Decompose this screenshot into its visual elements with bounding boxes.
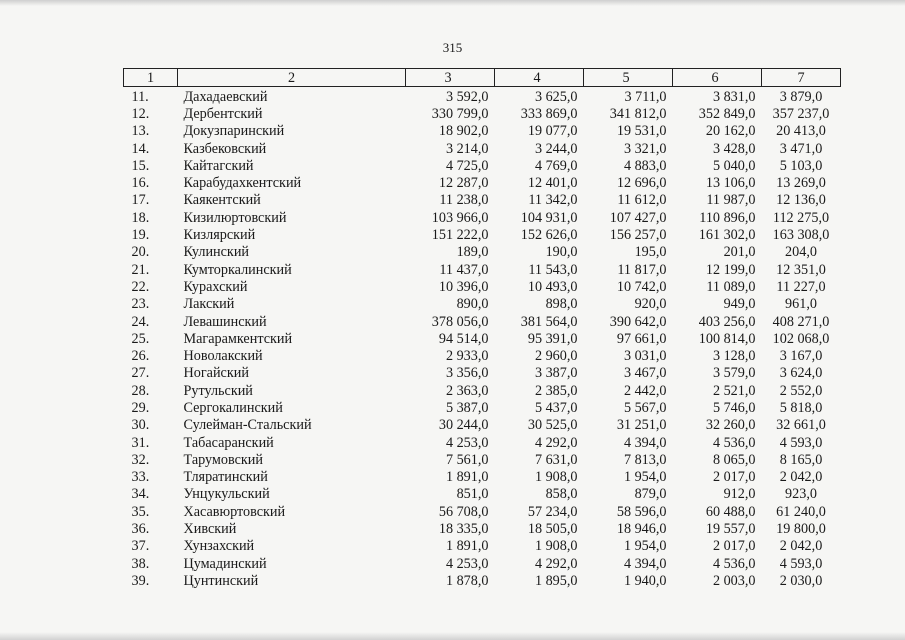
value-col-5: 97 661,0	[616, 330, 667, 347]
district-name: Сулейман-Стальский	[183, 417, 312, 434]
value-col-4: 5 437,0	[534, 399, 578, 416]
value-col-6: 4 536,0	[712, 555, 756, 572]
value-col-4: 4 292,0	[534, 434, 578, 451]
value-col-7: 5 818,0	[779, 399, 823, 416]
table-row	[124, 486, 841, 503]
value-col-3: 12 287,0	[438, 175, 489, 192]
value-col-5: 879,0	[634, 486, 667, 503]
row-number: 33.	[131, 469, 150, 486]
value-col-5: 2 442,0	[623, 382, 667, 399]
value-col-3: 1 891,0	[445, 538, 489, 555]
value-col-5: 341 812,0	[609, 105, 667, 122]
table-row	[124, 174, 841, 191]
value-col-5: 920,0	[634, 296, 667, 313]
value-col-3: 1 878,0	[445, 572, 489, 589]
value-col-7: 204,0	[785, 244, 817, 261]
row-number: 18.	[131, 209, 150, 226]
value-col-3: 18 902,0	[438, 123, 489, 140]
row-number: 39.	[131, 572, 150, 589]
district-name: Новолакский	[183, 348, 263, 365]
value-col-6: 100 814,0	[698, 330, 756, 347]
value-col-4: 18 505,0	[527, 521, 578, 538]
value-col-6: 352 849,0	[698, 105, 756, 122]
value-col-7: 13 269,0	[776, 175, 826, 192]
table-row	[124, 87, 841, 106]
value-col-6: 20 162,0	[705, 123, 756, 140]
table-row	[124, 296, 841, 313]
value-col-4: 898,0	[545, 296, 578, 313]
row-number: 29.	[131, 399, 150, 416]
value-col-4: 1 908,0	[534, 538, 578, 555]
district-name: Цунтинский	[183, 572, 259, 589]
value-col-4: 3 244,0	[534, 140, 578, 157]
value-col-5: 5 567,0	[623, 399, 667, 416]
table-row	[124, 278, 841, 295]
value-col-4: 858,0	[545, 486, 578, 503]
value-col-7: 12 136,0	[776, 192, 826, 209]
value-col-7: 2 042,0	[779, 469, 823, 486]
row-number: 36.	[131, 521, 150, 538]
value-col-6: 201,0	[723, 244, 756, 261]
row-number: 14.	[131, 140, 150, 157]
value-col-6: 161 302,0	[698, 227, 756, 244]
table-body	[124, 87, 841, 590]
value-col-3: 330 799,0	[431, 105, 489, 122]
row-number: 37.	[131, 538, 150, 555]
row-number: 21.	[131, 261, 150, 278]
value-col-4: 4 292,0	[534, 555, 578, 572]
value-col-4: 10 493,0	[527, 278, 578, 295]
column-header: 5	[584, 69, 673, 87]
value-col-5: 58 596,0	[616, 503, 667, 520]
value-col-3: 851,0	[456, 486, 489, 503]
district-name: Левашинский	[183, 313, 267, 330]
value-col-5: 7 813,0	[623, 451, 667, 468]
value-col-6: 949,0	[723, 296, 756, 313]
value-col-5: 1 940,0	[623, 572, 667, 589]
value-col-3: 378 056,0	[431, 313, 489, 330]
value-col-5: 12 696,0	[616, 175, 667, 192]
value-col-7: 3 471,0	[779, 140, 823, 157]
value-col-6: 2 017,0	[712, 469, 756, 486]
district-name: Кумторкалинский	[183, 261, 292, 278]
value-col-7: 32 661,0	[776, 417, 826, 434]
table-row	[124, 538, 841, 555]
column-header: 7	[762, 69, 841, 87]
row-number: 15.	[131, 157, 150, 174]
value-col-4: 152 626,0	[520, 227, 578, 244]
district-name: Магарамкентский	[183, 330, 293, 347]
row-number: 25.	[131, 330, 150, 347]
table-row	[124, 469, 841, 486]
value-col-5: 3 467,0	[623, 365, 667, 382]
value-col-3: 7 561,0	[445, 451, 489, 468]
value-col-4: 2 385,0	[534, 382, 578, 399]
value-col-6: 12 199,0	[705, 261, 756, 278]
column-header: 6	[673, 69, 762, 87]
value-col-5: 31 251,0	[616, 417, 667, 434]
value-col-4: 3 387,0	[534, 365, 578, 382]
value-col-4: 190,0	[545, 244, 578, 261]
value-col-7: 2 552,0	[779, 382, 823, 399]
value-col-6: 11 987,0	[706, 192, 756, 209]
scan-top-edge	[0, 0, 905, 6]
value-col-5: 4 394,0	[623, 434, 667, 451]
value-col-3: 30 244,0	[438, 417, 489, 434]
table-row	[124, 503, 841, 520]
value-col-3: 890,0	[456, 296, 489, 313]
value-col-6: 3 831,0	[712, 88, 756, 105]
table-row	[124, 451, 841, 468]
value-col-4: 57 234,0	[527, 503, 578, 520]
district-name: Кулинский	[183, 244, 250, 261]
column-header: 4	[495, 69, 584, 87]
value-col-7: 4 593,0	[779, 555, 823, 572]
value-col-5: 4 394,0	[623, 555, 667, 572]
district-name: Казбековский	[183, 140, 267, 157]
value-col-4: 12 401,0	[527, 175, 578, 192]
district-name: Тляратинский	[183, 469, 268, 486]
row-number: 27.	[131, 365, 150, 382]
column-header: 3	[406, 69, 495, 87]
value-col-5: 390 642,0	[609, 313, 667, 330]
value-col-6: 60 488,0	[705, 503, 756, 520]
table-row	[124, 140, 841, 157]
value-col-5: 3 711,0	[624, 88, 667, 105]
row-number: 20.	[131, 244, 150, 261]
table-row	[124, 520, 841, 537]
district-name: Рутульский	[183, 382, 253, 399]
value-col-6: 8 065,0	[712, 451, 756, 468]
value-col-6: 5 040,0	[712, 157, 756, 174]
value-col-7: 61 240,0	[776, 503, 826, 520]
value-col-3: 2 363,0	[445, 382, 489, 399]
district-name: Табасаранский	[183, 434, 274, 451]
value-col-3: 5 387,0	[445, 399, 489, 416]
value-col-4: 1 908,0	[534, 469, 578, 486]
district-name: Кизлярский	[183, 227, 256, 244]
value-col-7: 20 413,0	[776, 123, 826, 140]
value-col-3: 1 891,0	[445, 469, 489, 486]
table-row	[124, 261, 841, 278]
value-col-4: 19 077,0	[527, 123, 578, 140]
district-name: Кизилюртовский	[183, 209, 287, 226]
value-col-7: 3 624,0	[779, 365, 823, 382]
table-row	[124, 244, 841, 261]
table-row	[124, 330, 841, 347]
value-col-7: 3 167,0	[779, 348, 823, 365]
district-name: Докузпаринский	[183, 123, 285, 140]
table-row	[124, 399, 841, 416]
table-row	[124, 417, 841, 434]
row-number: 22.	[131, 278, 150, 295]
value-col-5: 11 817,0	[617, 261, 667, 278]
value-col-5: 1 954,0	[623, 538, 667, 555]
district-name: Дербентский	[183, 105, 263, 122]
table-row	[124, 313, 841, 330]
value-col-7: 2 030,0	[779, 572, 823, 589]
district-name: Карабудахкентский	[183, 175, 302, 192]
value-col-4: 381 564,0	[520, 313, 578, 330]
value-col-5: 1 954,0	[623, 469, 667, 486]
district-name: Тарумовский	[183, 451, 263, 468]
value-col-7: 5 103,0	[779, 157, 823, 174]
value-col-5: 10 742,0	[616, 278, 667, 295]
value-col-5: 107 427,0	[609, 209, 667, 226]
value-col-6: 110 896,0	[699, 209, 756, 226]
row-number: 31.	[131, 434, 150, 451]
value-col-6: 32 260,0	[705, 417, 756, 434]
value-col-4: 333 869,0	[520, 105, 578, 122]
value-col-5: 18 946,0	[616, 521, 667, 538]
value-col-3: 3 592,0	[445, 88, 489, 105]
value-col-7: 12 351,0	[776, 261, 826, 278]
value-col-4: 7 631,0	[534, 451, 578, 468]
value-col-4: 1 895,0	[534, 572, 578, 589]
value-col-5: 3 321,0	[623, 140, 667, 157]
value-col-3: 4 253,0	[445, 434, 489, 451]
value-col-3: 189,0	[456, 244, 489, 261]
value-col-3: 3 356,0	[445, 365, 489, 382]
value-col-6: 912,0	[723, 486, 756, 503]
value-col-7: 923,0	[785, 486, 817, 503]
value-col-6: 2 521,0	[712, 382, 756, 399]
row-number: 38.	[131, 555, 150, 572]
column-header: 1	[124, 69, 178, 87]
row-number: 26.	[131, 348, 150, 365]
value-col-4: 4 769,0	[534, 157, 578, 174]
value-col-6: 3 128,0	[712, 348, 756, 365]
value-col-5: 156 257,0	[609, 227, 667, 244]
value-col-3: 18 335,0	[438, 521, 489, 538]
table-row	[124, 572, 841, 589]
value-col-7: 961,0	[785, 296, 817, 313]
table-row	[124, 555, 841, 572]
value-col-7: 2 042,0	[779, 538, 823, 555]
value-col-7: 357 237,0	[772, 105, 830, 122]
value-col-6: 13 106,0	[705, 175, 756, 192]
district-name: Унцукульский	[183, 486, 270, 503]
table-row	[124, 105, 841, 122]
district-name: Курахский	[183, 278, 248, 295]
value-col-4: 11 543,0	[528, 261, 578, 278]
value-col-5: 19 531,0	[616, 123, 667, 140]
value-col-7: 163 308,0	[772, 227, 830, 244]
table-row	[124, 226, 841, 243]
district-name: Цумадинский	[183, 555, 267, 572]
column-header: 2	[178, 69, 406, 87]
value-col-7: 3 879,0	[779, 88, 823, 105]
value-col-3: 56 708,0	[438, 503, 489, 520]
value-col-6: 4 536,0	[712, 434, 756, 451]
table-row	[124, 123, 841, 140]
page-number: 315	[442, 40, 463, 55]
value-col-4: 11 342,0	[528, 192, 578, 209]
value-col-3: 4 725,0	[445, 157, 489, 174]
row-number: 19.	[131, 227, 150, 244]
value-col-6: 5 746,0	[712, 399, 756, 416]
value-col-3: 103 966,0	[431, 209, 489, 226]
scan-bottom-edge	[0, 632, 905, 640]
table-row	[124, 209, 841, 226]
district-name: Сергокалинский	[183, 399, 283, 416]
row-number: 16.	[131, 175, 150, 192]
value-col-6: 403 256,0	[698, 313, 756, 330]
table-row	[124, 365, 841, 382]
table-row	[124, 382, 841, 399]
value-col-7: 11 227,0	[776, 278, 826, 295]
value-col-7: 8 165,0	[779, 451, 823, 468]
table-header-row	[124, 69, 841, 87]
district-name: Дахадаевский	[183, 88, 268, 105]
table-row	[124, 157, 841, 174]
value-col-6: 11 089,0	[706, 278, 756, 295]
district-name: Хунзахский	[183, 538, 255, 555]
table-row	[124, 434, 841, 451]
row-number: 24.	[131, 313, 150, 330]
value-col-3: 3 214,0	[445, 140, 489, 157]
value-col-3: 11 238,0	[439, 192, 489, 209]
value-col-5: 3 031,0	[623, 348, 667, 365]
district-name: Лакский	[183, 296, 235, 313]
table-row	[124, 192, 841, 209]
value-col-7: 112 275,0	[772, 209, 830, 226]
value-col-6: 2 003,0	[712, 572, 756, 589]
value-col-7: 4 593,0	[779, 434, 823, 451]
row-number: 28.	[131, 382, 150, 399]
value-col-7: 408 271,0	[772, 313, 830, 330]
value-col-4: 95 391,0	[527, 330, 578, 347]
value-col-6: 2 017,0	[712, 538, 756, 555]
row-number: 11.	[131, 88, 149, 105]
data-table	[123, 68, 841, 590]
value-col-4: 104 931,0	[520, 209, 578, 226]
district-name: Каякентский	[183, 192, 261, 209]
value-col-5: 11 612,0	[617, 192, 667, 209]
row-number: 12.	[131, 105, 150, 122]
row-number: 13.	[131, 123, 150, 140]
value-col-3: 4 253,0	[445, 555, 489, 572]
district-name: Ногайский	[183, 365, 249, 382]
row-number: 34.	[131, 486, 150, 503]
district-name: Кайтагский	[183, 157, 254, 174]
value-col-6: 3 579,0	[712, 365, 756, 382]
value-col-4: 30 525,0	[527, 417, 578, 434]
value-col-4: 3 625,0	[534, 88, 578, 105]
value-col-3: 151 222,0	[431, 227, 489, 244]
row-number: 35.	[131, 503, 150, 520]
value-col-5: 195,0	[634, 244, 667, 261]
row-number: 32.	[131, 451, 150, 468]
value-col-6: 3 428,0	[712, 140, 756, 157]
table-row	[124, 347, 841, 364]
value-col-7: 19 800,0	[776, 521, 826, 538]
district-name: Хасавюртовский	[183, 503, 286, 520]
value-col-7: 102 068,0	[772, 330, 830, 347]
value-col-5: 4 883,0	[623, 157, 667, 174]
value-col-3: 10 396,0	[438, 278, 489, 295]
row-number: 23.	[131, 296, 150, 313]
value-col-3: 2 933,0	[445, 348, 489, 365]
value-col-3: 11 437,0	[439, 261, 489, 278]
row-number: 30.	[131, 417, 150, 434]
district-name: Хивский	[183, 521, 237, 538]
value-col-4: 2 960,0	[534, 348, 578, 365]
value-col-6: 19 557,0	[705, 521, 756, 538]
row-number: 17.	[131, 192, 150, 209]
value-col-3: 94 514,0	[438, 330, 489, 347]
